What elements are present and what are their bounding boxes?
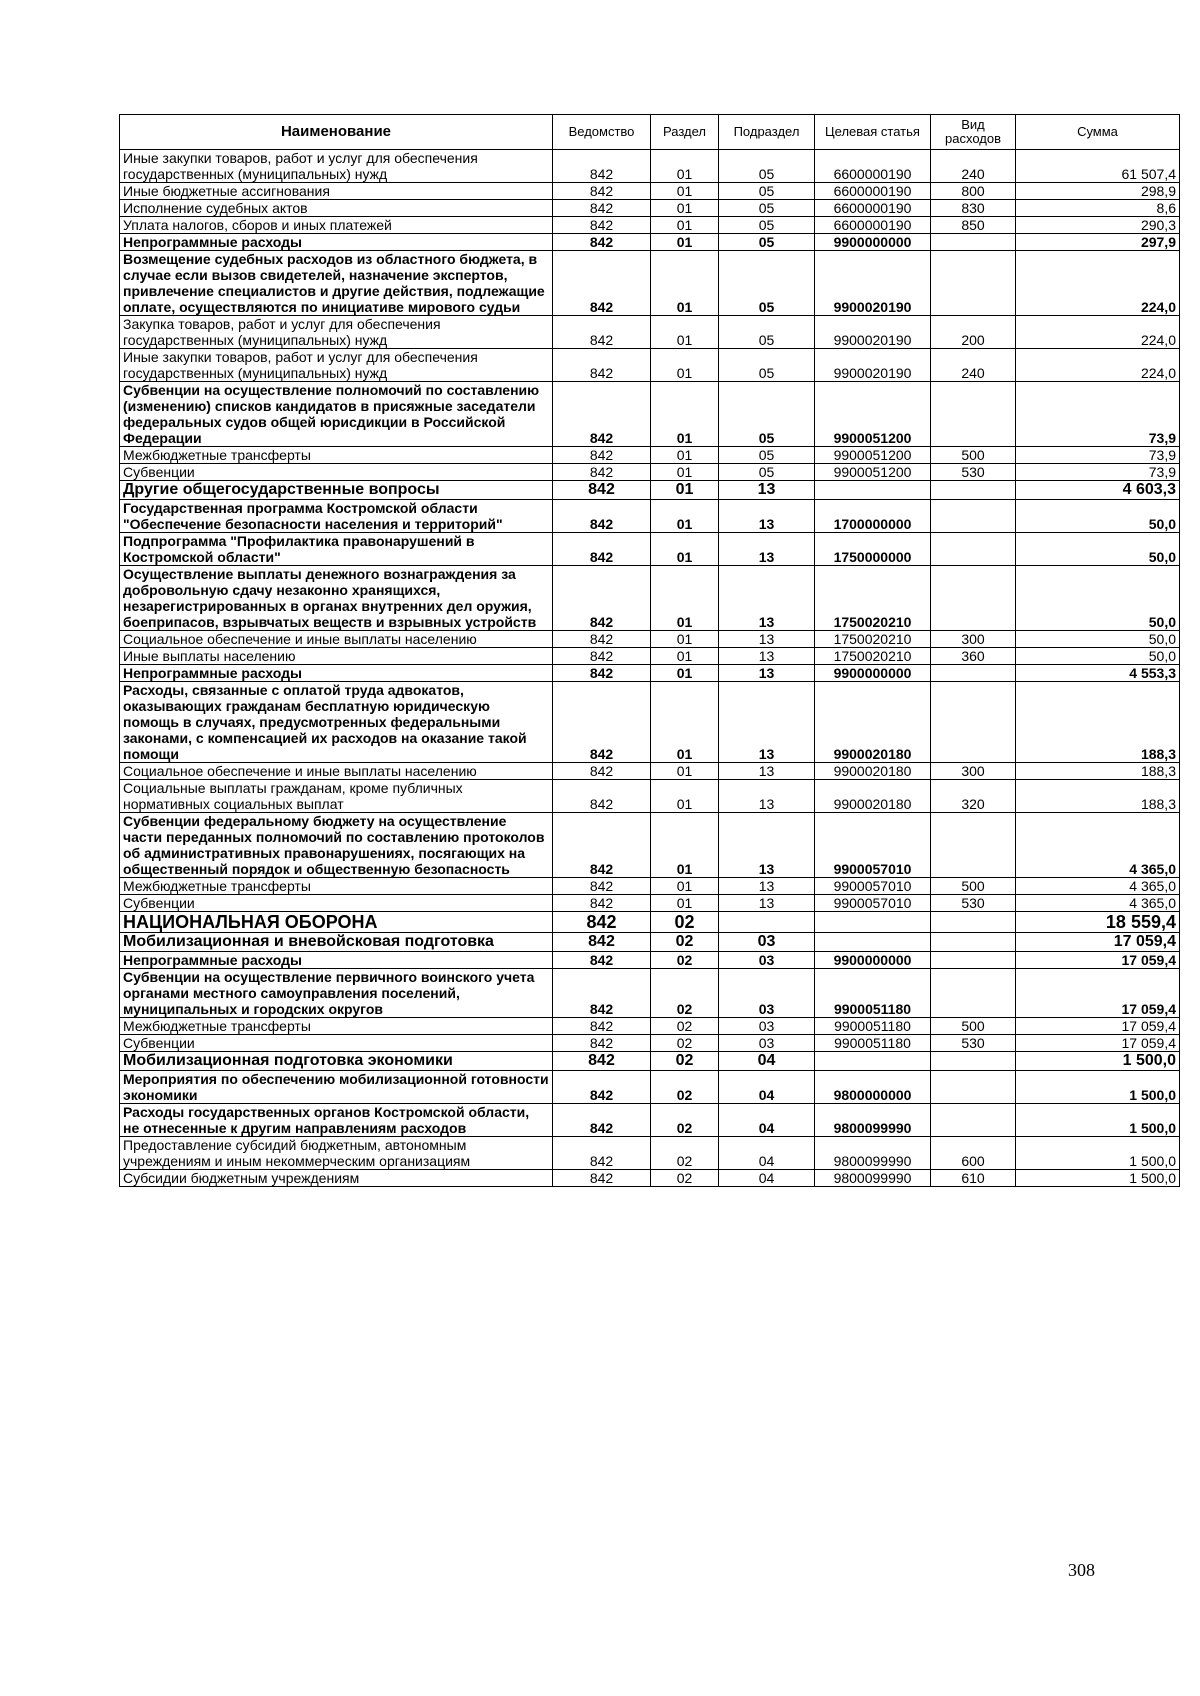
cell-name: Межбюджетные трансферты <box>120 1018 553 1035</box>
cell-subsection: 05 <box>719 447 815 464</box>
cell-article: 1750000000 <box>815 533 931 566</box>
cell-name: Субвенции <box>120 1035 553 1052</box>
cell-name: Закупка товаров, работ и услуг для обеспечения государственных (муниципальных) нужд <box>120 316 553 349</box>
cell-expense-type: 800 <box>931 183 1016 200</box>
table-header <box>120 115 1180 150</box>
cell-section: 02 <box>651 1035 719 1052</box>
cell-name: Мобилизационная и вневойсковая подготовка <box>120 933 553 952</box>
cell-dept: 842 <box>553 464 651 481</box>
cell-dept: 842 <box>553 200 651 217</box>
cell-name: Расходы, связанные с оплатой труда адвокатов, оказывающих гражданам бесплатную юридическую помощь в случаях, предусмотренных федеральными законами, с компенсацией их расходов на оказание такой помощи <box>120 682 553 763</box>
cell-section: 01 <box>651 682 719 763</box>
cell-section: 01 <box>651 533 719 566</box>
table-row <box>120 234 1180 251</box>
cell-section: 01 <box>651 349 719 382</box>
cell-dept: 842 <box>553 447 651 464</box>
cell-name: Государственная программа Костромской области "Обеспечение безопасности населения и территорий" <box>120 500 553 533</box>
cell-article: 9900051200 <box>815 447 931 464</box>
cell-dept: 842 <box>553 217 651 234</box>
cell-section: 01 <box>651 500 719 533</box>
cell-dept: 842 <box>553 631 651 648</box>
cell-expense-type <box>931 813 1016 878</box>
cell-subsection: 05 <box>719 316 815 349</box>
cell-article <box>815 481 931 500</box>
table-row <box>120 665 1180 682</box>
cell-name: Субвенции на осуществление первичного воинского учета органами местного самоуправления поселений, муниципальных и городских округов <box>120 969 553 1018</box>
cell-section: 01 <box>651 447 719 464</box>
table-row <box>120 813 1180 878</box>
table-row <box>120 631 1180 648</box>
cell-expense-type <box>931 566 1016 631</box>
cell-section: 02 <box>651 1052 719 1071</box>
cell-dept: 842 <box>553 665 651 682</box>
cell-section: 01 <box>651 251 719 316</box>
table-row <box>120 648 1180 665</box>
cell-expense-type <box>931 500 1016 533</box>
table-row <box>120 150 1180 183</box>
cell-name: Межбюджетные трансферты <box>120 878 553 895</box>
cell-name: Субвенции <box>120 464 553 481</box>
cell-expense-type <box>931 481 1016 500</box>
cell-dept: 842 <box>553 969 651 1018</box>
cell-subsection: 05 <box>719 150 815 183</box>
table-row <box>120 763 1180 780</box>
cell-section: 02 <box>651 969 719 1018</box>
cell-article: 9900057010 <box>815 895 931 912</box>
table-row <box>120 481 1180 500</box>
cell-name: Исполнение судебных актов <box>120 200 553 217</box>
cell-name: Непрограммные расходы <box>120 952 553 969</box>
cell-sum: 1 500,0 <box>1016 1170 1180 1187</box>
cell-sum: 73,9 <box>1016 382 1180 447</box>
cell-article: 9800099990 <box>815 1137 931 1170</box>
cell-sum: 1 500,0 <box>1016 1104 1180 1137</box>
cell-section: 02 <box>651 933 719 952</box>
cell-section: 02 <box>651 1170 719 1187</box>
cell-expense-type <box>931 665 1016 682</box>
cell-subsection: 05 <box>719 183 815 200</box>
cell-name: Мероприятия по обеспечению мобилизационной готовности экономики <box>120 1071 553 1104</box>
cell-section: 01 <box>651 183 719 200</box>
cell-name: Иные выплаты населению <box>120 648 553 665</box>
cell-sum: 50,0 <box>1016 566 1180 631</box>
cell-name: Межбюджетные трансферты <box>120 447 553 464</box>
cell-dept: 842 <box>553 952 651 969</box>
cell-expense-type: 320 <box>931 780 1016 813</box>
table-row <box>120 780 1180 813</box>
cell-dept: 842 <box>553 349 651 382</box>
cell-expense-type: 610 <box>931 1170 1016 1187</box>
cell-subsection: 13 <box>719 763 815 780</box>
cell-article: 9800000000 <box>815 1071 931 1104</box>
header-name: Наименование <box>120 115 553 150</box>
cell-expense-type <box>931 952 1016 969</box>
cell-subsection: 13 <box>719 631 815 648</box>
header-expense-type: Вид расходов <box>931 115 1016 150</box>
cell-subsection <box>719 912 815 933</box>
cell-name: Подпрограмма "Профилактика правонарушений в Костромской области" <box>120 533 553 566</box>
cell-article: 6600000190 <box>815 200 931 217</box>
cell-name: Иные закупки товаров, работ и услуг для обеспечения государственных (муниципальных) нужд <box>120 349 553 382</box>
cell-sum: 73,9 <box>1016 447 1180 464</box>
cell-subsection: 13 <box>719 682 815 763</box>
cell-expense-type <box>931 382 1016 447</box>
cell-sum: 4 365,0 <box>1016 813 1180 878</box>
cell-article: 9800099990 <box>815 1170 931 1187</box>
table-row <box>120 382 1180 447</box>
cell-article: 1750020210 <box>815 648 931 665</box>
cell-section: 01 <box>651 316 719 349</box>
table-row <box>120 952 1180 969</box>
cell-expense-type: 850 <box>931 217 1016 234</box>
cell-sum: 224,0 <box>1016 251 1180 316</box>
cell-sum: 73,9 <box>1016 464 1180 481</box>
table-row <box>120 217 1180 234</box>
cell-expense-type: 300 <box>931 763 1016 780</box>
table-row <box>120 349 1180 382</box>
cell-sum: 188,3 <box>1016 780 1180 813</box>
cell-name: Субвенции федеральному бюджету на осуществление части переданных полномочий по составлению протоколов об административных правонарушениях, посягающих на общественный порядок и общественную безопасность <box>120 813 553 878</box>
cell-sum: 4 553,3 <box>1016 665 1180 682</box>
cell-article <box>815 1052 931 1071</box>
table-body <box>120 150 1180 1187</box>
cell-dept: 842 <box>553 1071 651 1104</box>
cell-dept: 842 <box>553 481 651 500</box>
cell-subsection: 03 <box>719 969 815 1018</box>
cell-sum: 188,3 <box>1016 682 1180 763</box>
header-sum: Сумма <box>1016 115 1180 150</box>
cell-subsection: 05 <box>719 200 815 217</box>
cell-subsection: 04 <box>719 1137 815 1170</box>
cell-dept: 842 <box>553 780 651 813</box>
cell-section: 01 <box>651 200 719 217</box>
cell-sum: 8,6 <box>1016 200 1180 217</box>
cell-sum: 50,0 <box>1016 648 1180 665</box>
cell-section: 01 <box>651 665 719 682</box>
cell-expense-type: 360 <box>931 648 1016 665</box>
cell-article: 9900000000 <box>815 952 931 969</box>
cell-sum: 17 059,4 <box>1016 969 1180 1018</box>
cell-sum: 297,9 <box>1016 234 1180 251</box>
cell-article: 1750020210 <box>815 631 931 648</box>
table-row <box>120 316 1180 349</box>
cell-article <box>815 912 931 933</box>
cell-dept: 842 <box>553 500 651 533</box>
cell-section: 01 <box>651 648 719 665</box>
cell-dept: 842 <box>553 533 651 566</box>
cell-article: 9900000000 <box>815 234 931 251</box>
cell-subsection: 04 <box>719 1104 815 1137</box>
cell-section: 01 <box>651 382 719 447</box>
cell-name: Непрограммные расходы <box>120 665 553 682</box>
cell-expense-type: 500 <box>931 447 1016 464</box>
cell-dept: 842 <box>553 1170 651 1187</box>
cell-expense-type <box>931 234 1016 251</box>
cell-expense-type <box>931 933 1016 952</box>
table-row <box>120 566 1180 631</box>
cell-article: 9800099990 <box>815 1104 931 1137</box>
cell-expense-type <box>931 251 1016 316</box>
cell-subsection: 13 <box>719 895 815 912</box>
cell-subsection: 13 <box>719 500 815 533</box>
cell-article: 9900020180 <box>815 682 931 763</box>
cell-subsection: 04 <box>719 1052 815 1071</box>
cell-name: Уплата налогов, сборов и иных платежей <box>120 217 553 234</box>
cell-subsection: 13 <box>719 665 815 682</box>
cell-dept: 842 <box>553 1035 651 1052</box>
table-row <box>120 682 1180 763</box>
cell-subsection: 05 <box>719 251 815 316</box>
cell-article: 9900051200 <box>815 464 931 481</box>
cell-subsection: 04 <box>719 1170 815 1187</box>
cell-article: 9900000000 <box>815 665 931 682</box>
cell-section: 02 <box>651 1071 719 1104</box>
cell-dept: 842 <box>553 566 651 631</box>
cell-article: 6600000190 <box>815 183 931 200</box>
cell-sum: 4 603,3 <box>1016 481 1180 500</box>
cell-subsection: 13 <box>719 813 815 878</box>
cell-dept: 842 <box>553 251 651 316</box>
table-row <box>120 912 1180 933</box>
cell-sum: 50,0 <box>1016 533 1180 566</box>
cell-expense-type <box>931 1052 1016 1071</box>
table-row <box>120 500 1180 533</box>
cell-subsection: 13 <box>719 780 815 813</box>
header-subsection: Подраздел <box>719 115 815 150</box>
cell-dept: 842 <box>553 878 651 895</box>
cell-section: 01 <box>651 481 719 500</box>
table-row <box>120 251 1180 316</box>
cell-article: 9900020190 <box>815 349 931 382</box>
cell-sum: 298,9 <box>1016 183 1180 200</box>
cell-sum: 17 059,4 <box>1016 952 1180 969</box>
cell-name: Осуществление выплаты денежного вознаграждения за добровольную сдачу незаконно хранящихся, незарегистрированных в органах внутренних дел оружия, боеприпасов, взрывчатых веществ и взрывных устройств <box>120 566 553 631</box>
cell-subsection: 05 <box>719 234 815 251</box>
table-row <box>120 200 1180 217</box>
cell-dept: 842 <box>553 1052 651 1071</box>
cell-expense-type: 530 <box>931 464 1016 481</box>
cell-article: 6600000190 <box>815 150 931 183</box>
cell-dept: 842 <box>553 648 651 665</box>
cell-dept: 842 <box>553 1018 651 1035</box>
page-number: 308 <box>1068 1560 1095 1580</box>
cell-name: Субвенции на осуществление полномочий по составлению (изменению) списков кандидатов в присяжные заседатели федеральных судов общей юрисдикции в Российской Федерации <box>120 382 553 447</box>
cell-sum: 4 365,0 <box>1016 878 1180 895</box>
cell-expense-type: 240 <box>931 349 1016 382</box>
table-row <box>120 183 1180 200</box>
table-row <box>120 447 1180 464</box>
cell-dept: 842 <box>553 895 651 912</box>
cell-sum: 50,0 <box>1016 631 1180 648</box>
cell-section: 01 <box>651 150 719 183</box>
cell-name: Иные бюджетные ассигнования <box>120 183 553 200</box>
cell-section: 01 <box>651 566 719 631</box>
cell-name: Субвенции <box>120 895 553 912</box>
cell-section: 02 <box>651 1018 719 1035</box>
cell-section: 01 <box>651 878 719 895</box>
cell-expense-type: 500 <box>931 878 1016 895</box>
cell-section: 01 <box>651 631 719 648</box>
table-row <box>120 878 1180 895</box>
cell-article: 9900020190 <box>815 316 931 349</box>
cell-article: 9900057010 <box>815 878 931 895</box>
header-row <box>120 115 1180 150</box>
cell-expense-type <box>931 682 1016 763</box>
cell-section: 01 <box>651 895 719 912</box>
cell-sum: 4 365,0 <box>1016 895 1180 912</box>
cell-article: 9900051180 <box>815 1018 931 1035</box>
cell-sum: 50,0 <box>1016 500 1180 533</box>
table-row <box>120 969 1180 1018</box>
cell-sum: 1 500,0 <box>1016 1137 1180 1170</box>
cell-article: 9900020180 <box>815 780 931 813</box>
table-row <box>120 1071 1180 1104</box>
cell-sum: 17 059,4 <box>1016 1018 1180 1035</box>
table-row <box>120 1170 1180 1187</box>
cell-article: 1750020210 <box>815 566 931 631</box>
cell-expense-type: 530 <box>931 1035 1016 1052</box>
cell-article: 9900051180 <box>815 1035 931 1052</box>
cell-subsection: 04 <box>719 1071 815 1104</box>
cell-section: 01 <box>651 217 719 234</box>
cell-section: 01 <box>651 813 719 878</box>
cell-dept: 842 <box>553 813 651 878</box>
cell-dept: 842 <box>553 316 651 349</box>
cell-name: Социальное обеспечение и иные выплаты населению <box>120 763 553 780</box>
cell-subsection: 13 <box>719 566 815 631</box>
cell-subsection: 13 <box>719 878 815 895</box>
cell-section: 02 <box>651 912 719 933</box>
cell-section: 02 <box>651 1137 719 1170</box>
cell-expense-type: 300 <box>931 631 1016 648</box>
header-dept: Ведомство <box>553 115 651 150</box>
cell-expense-type: 830 <box>931 200 1016 217</box>
cell-subsection: 05 <box>719 382 815 447</box>
table-row <box>120 933 1180 952</box>
cell-dept: 842 <box>553 183 651 200</box>
table-row <box>120 533 1180 566</box>
cell-section: 01 <box>651 780 719 813</box>
table-row <box>120 1104 1180 1137</box>
table-row <box>120 1052 1180 1071</box>
cell-sum: 61 507,4 <box>1016 150 1180 183</box>
cell-expense-type <box>931 1104 1016 1137</box>
cell-sum: 17 059,4 <box>1016 933 1180 952</box>
cell-sum: 1 500,0 <box>1016 1052 1180 1071</box>
header-section: Раздел <box>651 115 719 150</box>
cell-sum: 1 500,0 <box>1016 1071 1180 1104</box>
cell-section: 02 <box>651 952 719 969</box>
cell-expense-type <box>931 1071 1016 1104</box>
table-row <box>120 1035 1180 1052</box>
cell-subsection: 03 <box>719 933 815 952</box>
cell-subsection: 05 <box>719 217 815 234</box>
cell-dept: 842 <box>553 933 651 952</box>
cell-name: Социальное обеспечение и иные выплаты населению <box>120 631 553 648</box>
cell-article: 9900051200 <box>815 382 931 447</box>
cell-sum: 290,3 <box>1016 217 1180 234</box>
cell-dept: 842 <box>553 912 651 933</box>
cell-expense-type: 500 <box>931 1018 1016 1035</box>
cell-article: 9900020190 <box>815 251 931 316</box>
table-row <box>120 1137 1180 1170</box>
cell-article <box>815 933 931 952</box>
cell-article: 1700000000 <box>815 500 931 533</box>
cell-article: 9900057010 <box>815 813 931 878</box>
cell-section: 01 <box>651 234 719 251</box>
cell-section: 02 <box>651 1104 719 1137</box>
header-article: Целевая статья <box>815 115 931 150</box>
cell-expense-type: 200 <box>931 316 1016 349</box>
cell-subsection: 13 <box>719 648 815 665</box>
table-row <box>120 1018 1180 1035</box>
cell-article: 9900051180 <box>815 969 931 1018</box>
cell-dept: 842 <box>553 234 651 251</box>
cell-name: НАЦИОНАЛЬНАЯ ОБОРОНА <box>120 912 553 933</box>
cell-name: Иные закупки товаров, работ и услуг для обеспечения государственных (муниципальных) нужд <box>120 150 553 183</box>
cell-expense-type <box>931 533 1016 566</box>
cell-dept: 842 <box>553 382 651 447</box>
cell-article: 9900020180 <box>815 763 931 780</box>
cell-section: 01 <box>651 763 719 780</box>
cell-name: Социальные выплаты гражданам, кроме публичных нормативных социальных выплат <box>120 780 553 813</box>
cell-sum: 224,0 <box>1016 349 1180 382</box>
cell-subsection: 03 <box>719 952 815 969</box>
budget-table <box>119 114 1180 1187</box>
cell-subsection: 03 <box>719 1035 815 1052</box>
cell-subsection: 13 <box>719 533 815 566</box>
cell-section: 01 <box>651 464 719 481</box>
cell-dept: 842 <box>553 1104 651 1137</box>
cell-dept: 842 <box>553 1137 651 1170</box>
cell-subsection: 03 <box>719 1018 815 1035</box>
cell-expense-type <box>931 969 1016 1018</box>
cell-sum: 188,3 <box>1016 763 1180 780</box>
table-row <box>120 464 1180 481</box>
cell-expense-type: 530 <box>931 895 1016 912</box>
cell-name: Субсидии бюджетным учреждениям <box>120 1170 553 1187</box>
cell-sum: 18 559,4 <box>1016 912 1180 933</box>
cell-dept: 842 <box>553 150 651 183</box>
cell-name: Расходы государственных органов Костромской области, не отнесенные к другим направлениям расходов <box>120 1104 553 1137</box>
cell-sum: 17 059,4 <box>1016 1035 1180 1052</box>
cell-expense-type <box>931 912 1016 933</box>
cell-sum: 224,0 <box>1016 316 1180 349</box>
cell-dept: 842 <box>553 763 651 780</box>
cell-expense-type: 240 <box>931 150 1016 183</box>
cell-expense-type: 600 <box>931 1137 1016 1170</box>
cell-name: Непрограммные расходы <box>120 234 553 251</box>
cell-name: Возмещение судебных расходов из областного бюджета, в случае если вызов свидетелей, назначение экспертов, привлечение специалистов и другие действия, подлежащие оплате, осуществляются по инициативе мирового судьи <box>120 251 553 316</box>
cell-name: Предоставление субсидий бюджетным, автономным учреждениям и иным некоммерческим организациям <box>120 1137 553 1170</box>
cell-subsection: 13 <box>719 481 815 500</box>
cell-dept: 842 <box>553 682 651 763</box>
cell-subsection: 05 <box>719 464 815 481</box>
cell-name: Мобилизационная подготовка экономики <box>120 1052 553 1071</box>
cell-name: Другие общегосударственные вопросы <box>120 481 553 500</box>
table-row <box>120 895 1180 912</box>
cell-subsection: 05 <box>719 349 815 382</box>
cell-article: 6600000190 <box>815 217 931 234</box>
